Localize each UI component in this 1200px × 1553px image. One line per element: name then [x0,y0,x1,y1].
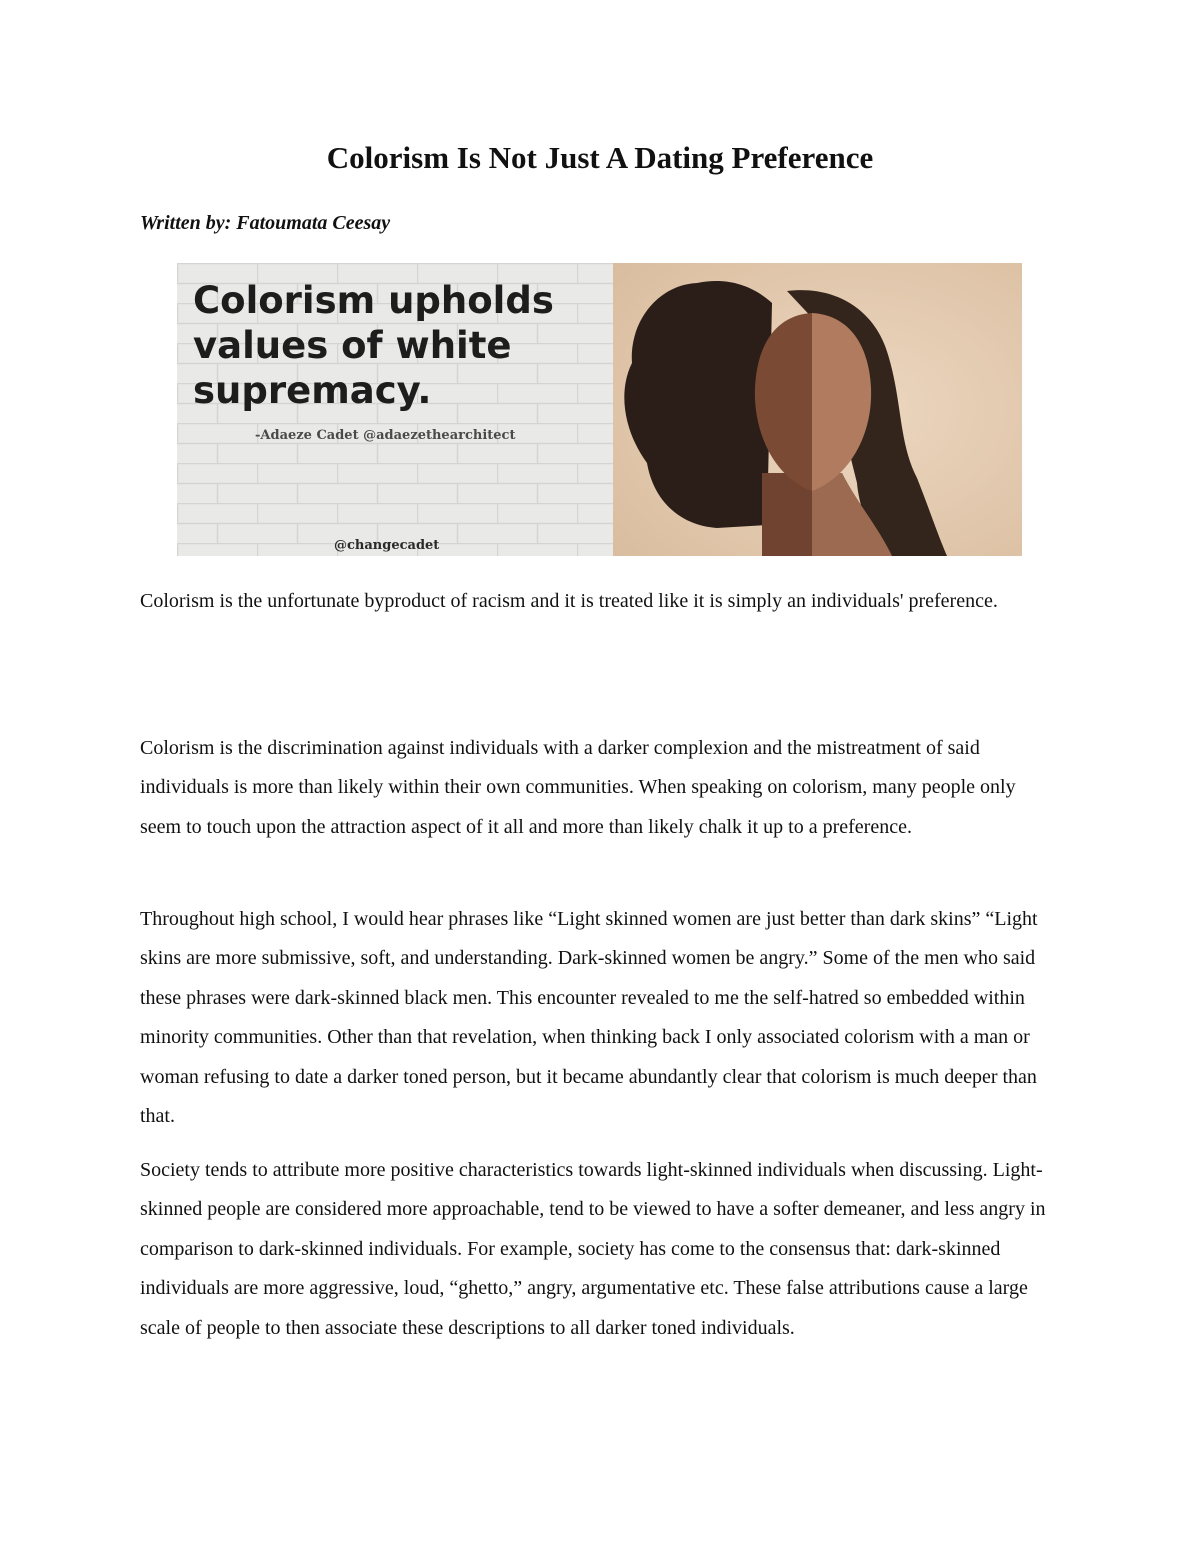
figure-attribution: -Adaeze Cadet @adaezethearchitect [255,428,516,443]
paragraph-3: Throughout high school, I would hear phrases like “Light skinned women are just better than dark skins” “Light skins are more submissive, soft, and understanding. Dark-skinned women be angry.” Some of the men who said these phrases were dark-skinned black men. This encounter revealed to me the self-hatred so embedded within minority communities. Other than that revelation, when thinking back I only associated colorism with a man or woman refusing to date a darker toned person, but it became abundantly clear that colorism is much deeper than that. [140,908,1038,1128]
figure-headline-line-1: Colorism upholds [193,279,554,322]
figure-headline-line-3: supremacy. [193,369,432,412]
figure-headline-line-2: values of white [193,324,512,367]
paragraph-4: Society tends to attribute more positive characteristics towards light-skinned individuals when discussing. Light-skinned people are considered more approachable, tend to be viewed to have a softer demeaner, and less angry in comparison to dark-skinned individuals. For example, society has come to the consensus that: dark-skinned individuals are more aggressive, loud, “ghetto,” angry, argumentative etc. These false attributions cause a large scale of people to then associate these descriptions to all darker toned individuals. [140,1159,1046,1339]
paragraph-1: Colorism is the unfortunate byproduct of racism and it is treated like it is simply an individuals' preference. [140,590,998,612]
author-byline: Written by: Fatoumata Ceesay [140,212,391,234]
figure-handle: @changecadet [334,538,440,553]
page-title: Colorism Is Not Just A Dating Preference [326,140,874,175]
paragraph-2: Colorism is the discrimination against individuals with a darker complexion and the mistreatment of said individuals is more than likely within their own communities. When speaking on colorism, many people only seem to touch upon the attraction aspect of it all and more than likely chalk it up to a preference. [140,737,1016,838]
article-image [177,263,1022,556]
